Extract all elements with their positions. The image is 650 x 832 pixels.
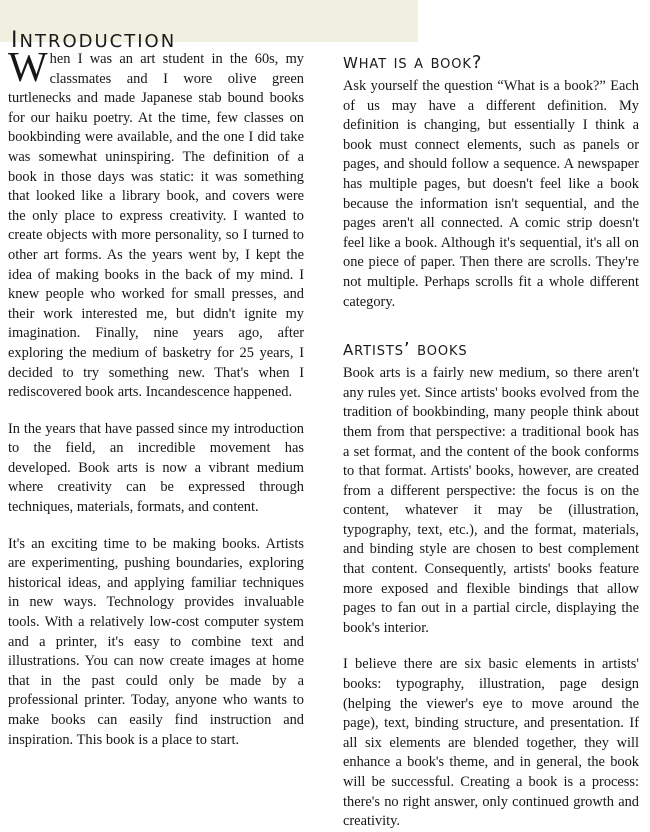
two-column-body — [0, 45, 650, 830]
paragraph: It's an exciting time to be making books. Artists are experimenting, pushing boundaries, exploring historical ideas, and applying familiar techniques in new ways. Technology provides invaluable tools. With a relatively low-cost computer system and a printer, it's easy to combine text and illustrations. You can now create images at home that in the past could only be made by a professional printer. Today, anyone who wants to make books can easily find instruction and inspiration. This book is a place to start. — [8, 535, 304, 748]
section-heading-what-is-a-book: what is a book? — [343, 49, 483, 74]
left-column — [8, 45, 304, 750]
right-column — [343, 50, 639, 832]
paragraph: Book arts is a fairly new medium, so there aren't any rules yet. Since artists' books evolved from the tradition of bookbinding, many people think about them from that perspective: a traditional book has a set format, and the content of the book conforms to that format. Artists' books, however, are created from a different perspective: the focus is on the content, whatever it may be (illustration, typography, text, etc.), and the format, materials, and binding style are chosen to best complement that content. Consequently, artists' books feature more exposed and flexible bindings that allow pages to fan out in a partial circle, displaying the book's interior. — [343, 365, 639, 636]
section-heading-artists-books: artists’ books — [343, 336, 468, 362]
paragraph: In the years that have passed since my introduction to the field, an incredible movement has developed. Book arts is now a vibrant medium where creativity can be expressed through techniques, materials, formats, and content. — [8, 420, 304, 516]
paragraph: When I was an art student in the 60s, my classmates and I wore olive green turtlenecks and made Japanese stab bound books for our haiku poetry. At the time, few classes on bookbinding were available, and the one I did take was somewhat uninspiring. The definition of a book in those days was static: it was something that looked like a library book, and covers were the only place to express creativity. I wanted to create objects with more personality, so I turned to other art forms. As the years went by, I kept the idea of making books in the back of my mind. I knew people who worked for small presses, and their work interested me, but didn't ignite my imagination. Finally, nine years ago, after exploring the medium of basketry for 25 years, I decided to try something new. That's when I rediscovered book arts. Incandescence happened. — [8, 45, 304, 401]
paragraph: Ask yourself the question “What is a book?” Each of us may have a different definition. My definition is changing, but essentially I think a book must connect elements, such as panels or pages, and should follow a sequence. A newspaper has multiple pages, but doesn't feel like a book because the information isn't sequential, and the pages aren't all connected. A comic strip doesn't feel like a book. Although it's sequential, it's all on one piece of paper. Then there are scrolls. They're not multiple. Perhaps scrolls fit a whole different category. — [343, 78, 639, 310]
page-title: introduction — [11, 18, 177, 55]
paragraph: I believe there are six basic elements in artists' books: typography, illustration, page design (helping the viewer's eye to move around the page), text, binding structure, and presentation. If all six elements are blended together, they will enhance a book's theme, and in general, the book will be successful. Creating a book is a process: there's no right answer, only continued growth and creativity. — [343, 656, 639, 830]
